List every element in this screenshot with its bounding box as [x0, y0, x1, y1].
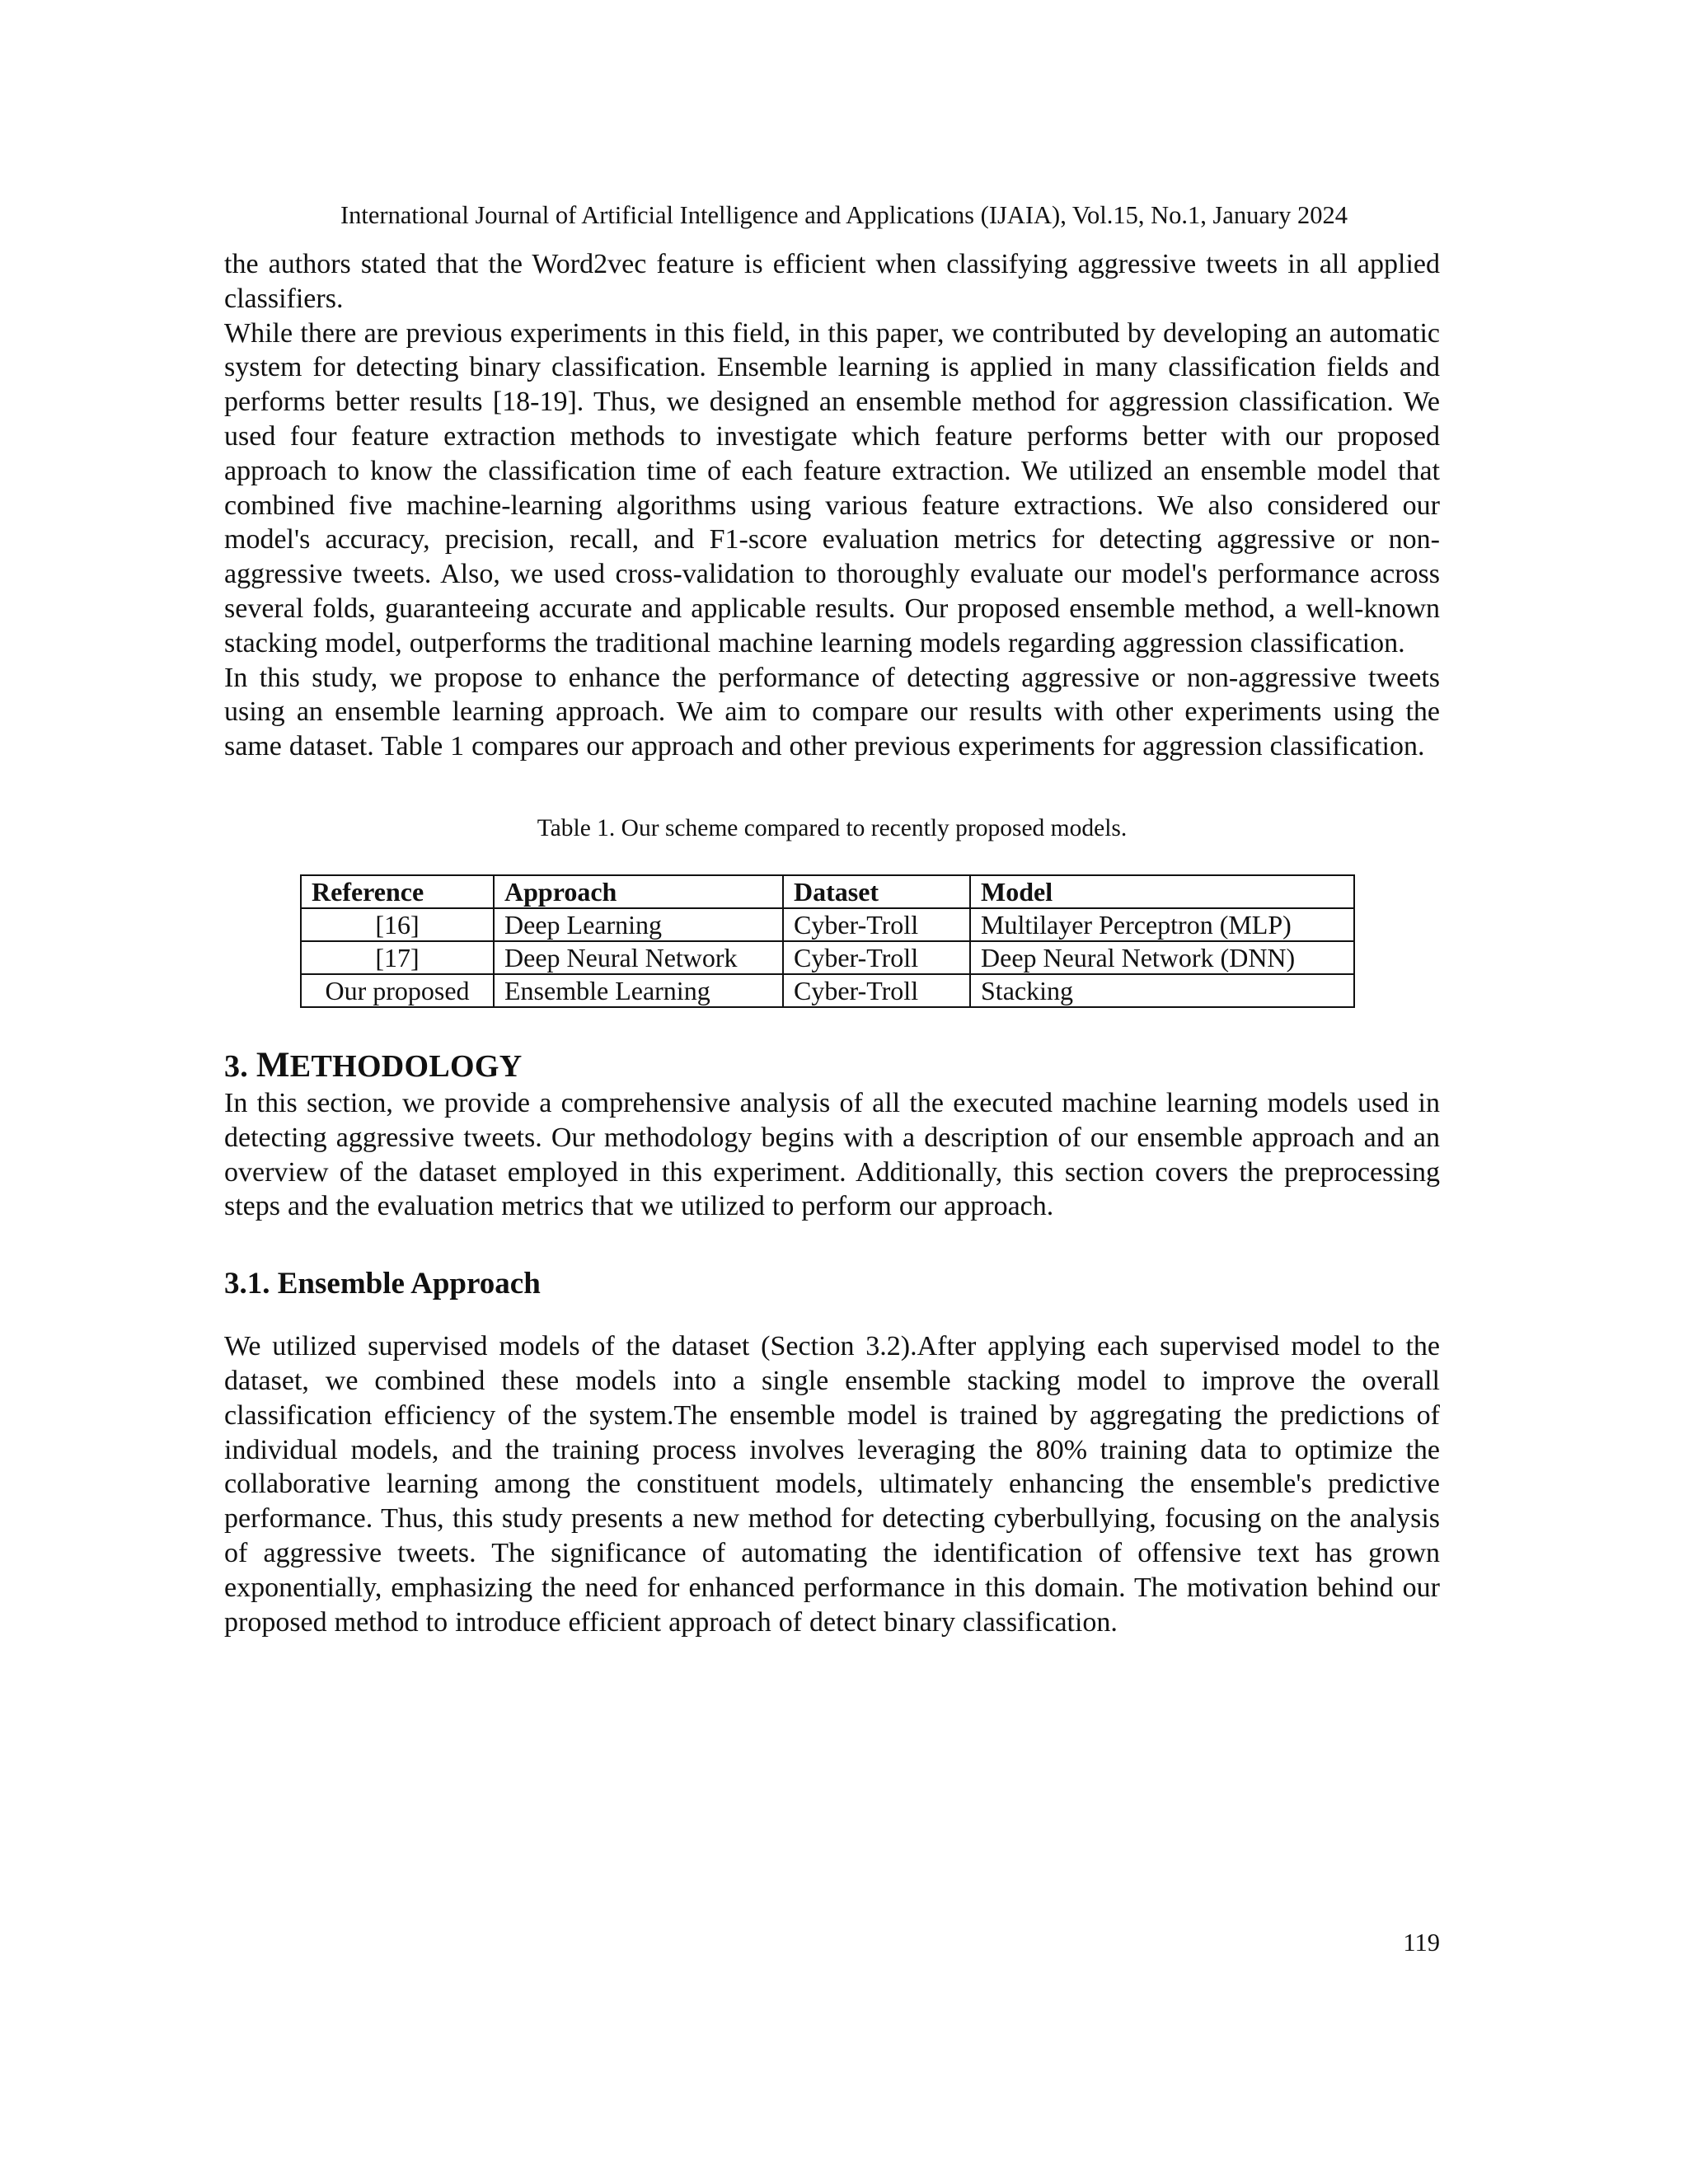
table-header-reference: Reference — [301, 875, 494, 908]
section-title-initial: M — [256, 1045, 290, 1085]
page-number: 119 — [1403, 1929, 1440, 1957]
table-cell-approach: Deep Learning — [494, 908, 783, 941]
table-cell-reference: Our proposed — [301, 974, 494, 1007]
table-cell-dataset: Cyber-Troll — [783, 908, 970, 941]
table-row — [301, 974, 1354, 1007]
table-cell-dataset: Cyber-Troll — [783, 941, 970, 974]
table-caption: Table 1. Our scheme compared to recently proposed models. — [537, 814, 1128, 841]
table-header-approach: Approach — [494, 875, 783, 908]
subsection-heading-ensemble: 3.1. Ensemble Approach — [224, 1267, 541, 1301]
section-number: 3. — [224, 1048, 256, 1084]
table-cell-reference: [17] — [301, 941, 494, 974]
comparison-table — [300, 874, 1355, 1008]
table-header-row — [301, 875, 1354, 908]
table-row — [301, 941, 1354, 974]
paragraph-study-aim: In this study, we propose to enhance the performance of detecting aggressive or non-aggressive tweets using an ensemble learning approach. We aim to compare our results with other experiments using the same dataset. Table 1 compares our approach and other previous experiments for aggression classification. — [224, 662, 1440, 762]
table-cell-dataset: Cyber-Troll — [783, 974, 970, 1007]
paragraph-word2vec: the authors stated that the Word2vec feature is efficient when classifying aggressive tweets in all applied classifiers. — [224, 249, 1440, 314]
paragraph-methodology-intro: In this section, we provide a comprehensive analysis of all the executed machine learning models used in detecting aggressive tweets. Our methodology begins with a description of our ensemble approach and an overview of the dataset employed in this experiment. Additionally, this section covers the preprocessing steps and the evaluation metrics that we utilized to perform our approach. — [224, 1087, 1440, 1222]
table-cell-reference: [16] — [301, 908, 494, 941]
table-row — [301, 908, 1354, 941]
table-cell-model: Multilayer Perceptron (MLP) — [970, 908, 1354, 941]
paragraph-ensemble-approach: We utilized supervised models of the dataset (Section 3.2).After applying each supervised model to the dataset, we combined these models into a single ensemble stacking model to improve the overall classification efficiency of the system.The ensemble model is trained by aggregating the predictions of individual models, and the training process involves leveraging the 80% training data to optimize the collaborative learning among the constituent models, ultimately enhancing the ensemble's predictive performance. Thus, this study presents a new method for detecting cyberbullying, focusing on the analysis of aggressive tweets. The significance of automating the identification of offensive text has grown exponentially, emphasizing the need for enhanced performance in this domain. The motivation behind our proposed method to introduce efficient approach of detect binary classification. — [224, 1331, 1440, 1638]
table-cell-model: Deep Neural Network (DNN) — [970, 941, 1354, 974]
section-heading-methodology — [224, 1046, 1440, 1086]
paragraph-contribution: While there are previous experiments in this field, in this paper, we contributed by developing an automatic system for detecting binary classification. Ensemble learning is applied in many classification fields and performs better results [18-19]. Thus, we designed an ensemble method for aggression classification. We used four feature extraction methods to investigate which feature performs better with our proposed approach to know the classification time of each feature extraction. We utilized an ensemble model that combined five machine-learning algorithms using various feature extractions. We also considered our model's accuracy, precision, recall, and F1-score evaluation metrics for detecting aggressive or non-aggressive tweets. Also, we used cross-validation to thoroughly evaluate our model's performance across several folds, guaranteeing accurate and applicable results. Our proposed ensemble method, a well-known stacking model, outperforms the traditional machine learning models regarding aggression classification. — [224, 317, 1440, 658]
page-body — [224, 247, 1440, 1639]
table-cell-approach: Ensemble Learning — [494, 974, 783, 1007]
table-header-model: Model — [970, 875, 1354, 908]
table-cell-approach: Deep Neural Network — [494, 941, 783, 974]
table-cell-model: Stacking — [970, 974, 1354, 1007]
table-header-dataset: Dataset — [783, 875, 970, 908]
journal-header: International Journal of Artificial Intelligence and Applications (IJAIA), Vol.15, No.1, January 2024 — [340, 201, 1348, 229]
section-title-rest: ETHODOLOGY — [289, 1048, 523, 1084]
